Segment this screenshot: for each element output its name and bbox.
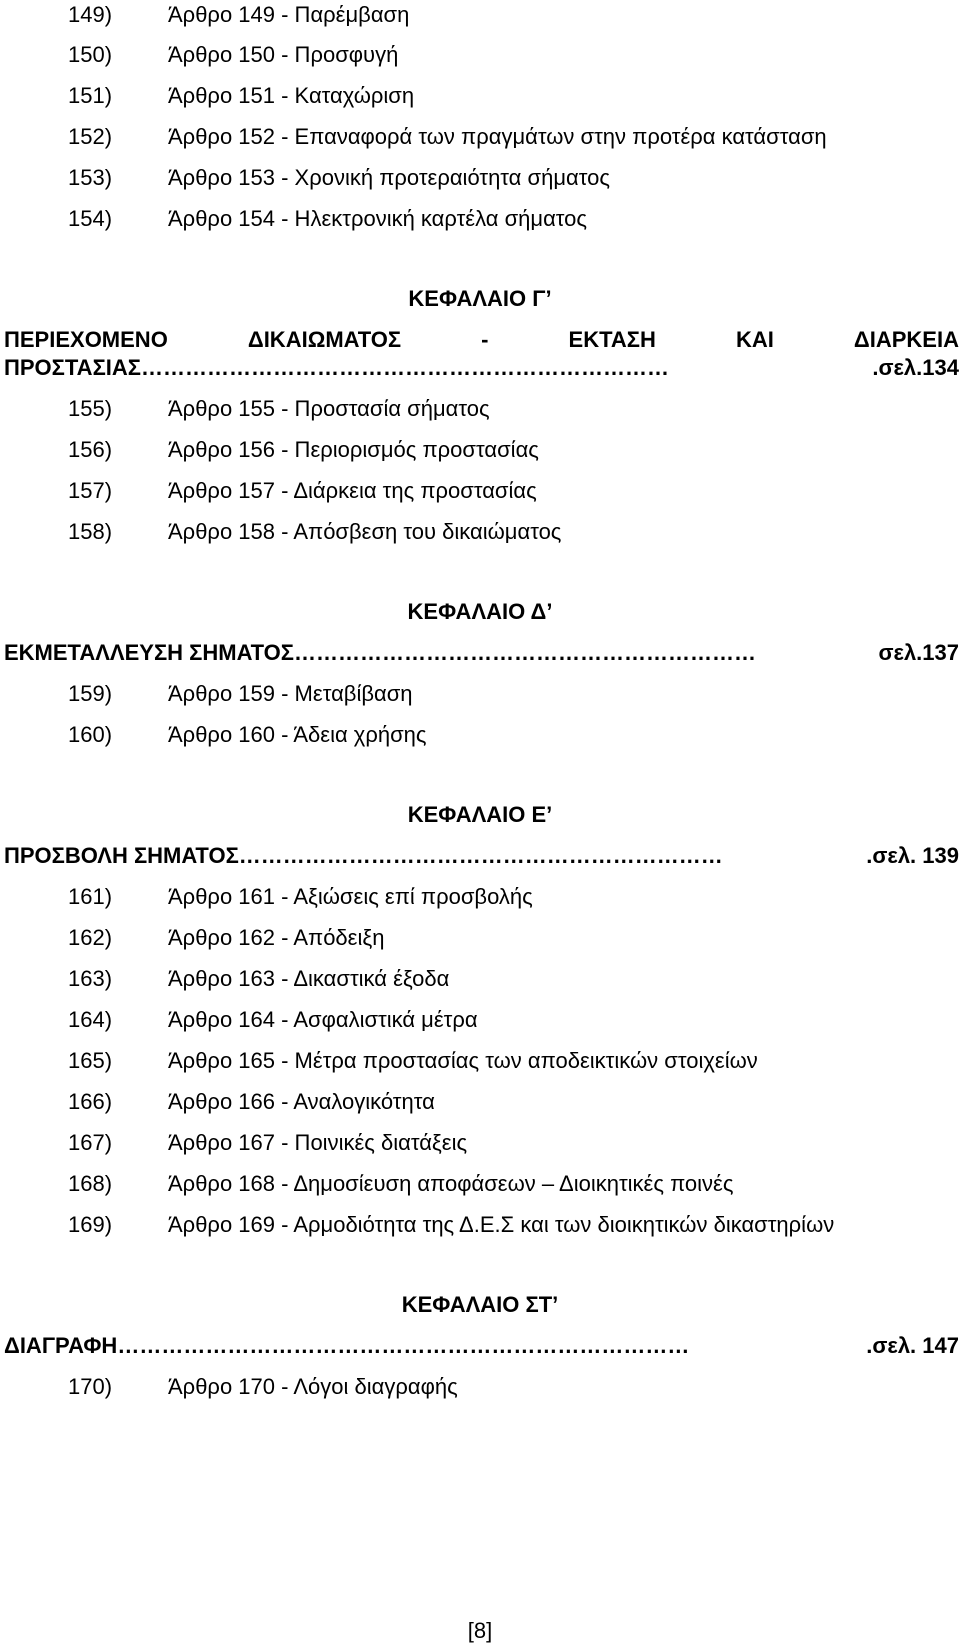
entry-title: Άρθρο 168 - Δημοσίευση αποφάσεων – Διοικητικές ποινές xyxy=(168,1171,734,1196)
page-reference: .σελ.134 xyxy=(872,355,959,380)
entry-title: Άρθρο 154 - Ηλεκτρονική καρτέλα σήματος xyxy=(168,206,587,231)
entry-title: Άρθρο 169 - Αρμοδιότητα της Δ.Ε.Σ και των διοικητικών δικαστηρίων xyxy=(168,1212,835,1237)
chapter-heading-st xyxy=(4,1331,959,1361)
dot-leader: …………………………………………………………………… xyxy=(117,1333,690,1358)
entry-number: 156) xyxy=(68,437,113,462)
entry-number: 161) xyxy=(68,884,113,909)
entry-number: 163) xyxy=(68,966,113,991)
entry-number: 153) xyxy=(68,165,113,190)
entry-title: Άρθρο 151 - Καταχώριση xyxy=(168,83,415,108)
page-reference: .σελ. 147 xyxy=(866,1333,959,1358)
entry-number: 152) xyxy=(68,124,113,149)
chapter-label-d: ΚΕΦΑΛΑΙΟ Δ’ xyxy=(407,599,553,624)
entry-number: 149) xyxy=(68,2,113,27)
entry-title: Άρθρο 152 - Επαναφορά των πραγμάτων στην προτέρα κατάσταση xyxy=(168,124,827,149)
entry-title: Άρθρο 163 - Δικαστικά έξοδα xyxy=(168,966,450,991)
heading-text: ΕΚΜΕΤΑΛΛΕΥΣΗ ΣΗΜΑΤΟΣ xyxy=(4,640,294,665)
entry-title: Άρθρο 164 - Ασφαλιστικά μέτρα xyxy=(168,1007,478,1032)
entry-title: Άρθρο 165 - Μέτρα προστασίας των αποδεικτικών στοιχείων xyxy=(168,1048,758,1073)
entry-number: 165) xyxy=(68,1048,113,1073)
entry-number: 169) xyxy=(68,1212,113,1237)
entry-title: Άρθρο 162 - Απόδειξη xyxy=(168,925,385,950)
entry-number: 157) xyxy=(68,478,113,503)
entry-number: 168) xyxy=(68,1171,113,1196)
dot-leader: ………………………………………………………… xyxy=(238,843,723,868)
heading-text: ΔΙΑΓΡΑΦΗ xyxy=(4,1333,118,1358)
entry-number: 159) xyxy=(68,681,113,706)
heading-word: ΠΕΡΙΕΧΟΜΕΝΟ xyxy=(4,327,168,352)
entry-number: 166) xyxy=(68,1089,113,1114)
page-number: [8] xyxy=(467,1618,493,1643)
heading-word: ΕΚΤΑΣΗ xyxy=(568,327,656,352)
entry-number: 151) xyxy=(68,83,113,108)
chapter-heading-e xyxy=(4,841,959,871)
entry-number: 164) xyxy=(68,1007,113,1032)
entry-title: Άρθρο 170 - Λόγοι διαγραφής xyxy=(168,1374,458,1399)
entry-number: 150) xyxy=(68,42,113,67)
entry-number: 167) xyxy=(68,1130,113,1155)
entry-number: 158) xyxy=(68,519,113,544)
entry-title: Άρθρο 167 - Ποινικές διατάξεις xyxy=(168,1130,468,1155)
heading-word: ΔΙΑΡΚΕΙΑ xyxy=(853,327,959,352)
entry-title: Άρθρο 153 - Χρονική προτεραιότητα σήματος xyxy=(168,165,610,190)
dot-leader: ……………………………………………………… xyxy=(294,640,756,665)
entry-number: 155) xyxy=(68,396,113,421)
entry-title: Άρθρο 149 - Παρέμβαση xyxy=(168,2,410,27)
chapter-label-e: ΚΕΦΑΛΑΙΟ Ε’ xyxy=(407,802,553,827)
entry-title: Άρθρο 156 - Περιορισμός προστασίας xyxy=(168,437,539,462)
heading-text: ΠΡΟΣΒΟΛΗ ΣΗΜΑΤΟΣ xyxy=(4,843,239,868)
entry-title: Άρθρο 158 - Απόσβεση του δικαιώματος xyxy=(168,519,562,544)
page-reference: σελ.137 xyxy=(878,640,959,665)
entry-number: 170) xyxy=(68,1374,113,1399)
entry-title: Άρθρο 161 - Αξιώσεις επί προσβολής xyxy=(168,884,533,909)
chapter-heading-d xyxy=(4,638,959,668)
chapter-heading-g-line2 xyxy=(4,353,959,383)
entry-title: Άρθρο 155 - Προστασία σήματος xyxy=(168,396,490,421)
entry-number: 162) xyxy=(68,925,113,950)
entry-number: 160) xyxy=(68,722,113,747)
entry-number: 154) xyxy=(68,206,113,231)
page-reference: .σελ. 139 xyxy=(866,843,959,868)
chapter-label-g: ΚΕΦΑΛΑΙΟ Γ’ xyxy=(408,286,552,311)
entry-title: Άρθρο 160 - Άδεια χρήσης xyxy=(168,722,427,747)
chapter-label-st: ΚΕΦΑΛΑΙΟ ΣΤ’ xyxy=(401,1292,559,1317)
heading-word: ΔΙΚΑΙΩΜΑΤΟΣ xyxy=(247,327,402,352)
entry-title: Άρθρο 159 - Μεταβίβαση xyxy=(168,681,413,706)
heading-word: - xyxy=(481,327,489,352)
chapter-heading-g xyxy=(4,325,959,355)
entry-title: Άρθρο 150 - Προσφυγή xyxy=(168,42,399,67)
heading-text: ΠΡΟΣΤΑΣΙΑΣ xyxy=(4,355,141,380)
heading-word: ΚΑΙ xyxy=(735,327,774,352)
entry-title: Άρθρο 166 - Αναλογικότητα xyxy=(168,1089,435,1114)
dot-leader: ……………………………………………………………… xyxy=(140,355,669,380)
entry-title: Άρθρο 157 - Διάρκεια της προστασίας xyxy=(168,478,537,503)
